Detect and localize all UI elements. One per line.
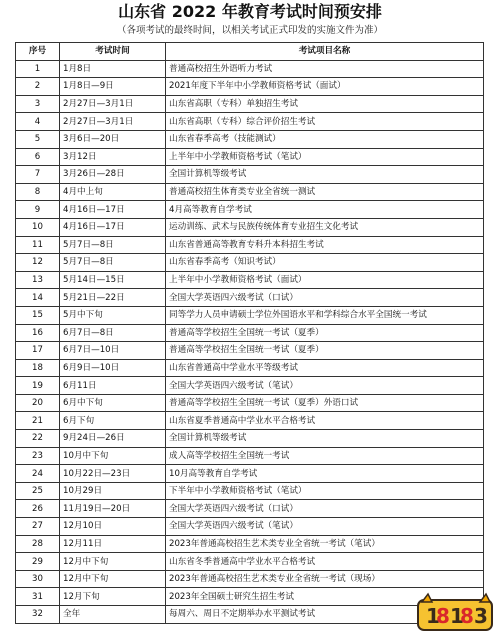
row-exam-time: 12月11日	[60, 535, 166, 553]
row-exam-name: 4月高等教育自学考试	[166, 201, 484, 219]
svg-text:1: 1	[450, 604, 464, 628]
row-index: 25	[16, 482, 60, 500]
row-index: 16	[16, 324, 60, 342]
row-index: 2	[16, 78, 60, 96]
row-index: 21	[16, 412, 60, 430]
table-row	[16, 201, 484, 219]
row-exam-time: 12月中下旬	[60, 553, 166, 571]
row-exam-time: 5月中下旬	[60, 306, 166, 324]
row-index: 23	[16, 447, 60, 465]
exam-schedule-table	[15, 42, 484, 624]
row-exam-time: 5月14日—15日	[60, 271, 166, 289]
table-row	[16, 500, 484, 518]
row-exam-time: 12月中下旬	[60, 570, 166, 588]
row-index: 24	[16, 465, 60, 483]
row-index: 26	[16, 500, 60, 518]
row-index: 15	[16, 306, 60, 324]
row-exam-name: 山东省夏季普通高中学业水平合格考试	[166, 412, 484, 430]
row-exam-name: 普通高等学校招生全国统一考试（夏季）	[166, 324, 484, 342]
row-exam-name: 山东省普通高等教育专科升本科招生考试	[166, 236, 484, 254]
row-exam-name: 全国计算机等级考试	[166, 430, 484, 448]
svg-text:1: 1	[426, 604, 440, 628]
row-index: 1	[16, 60, 60, 78]
table-row	[16, 570, 484, 588]
row-exam-time: 4月中上旬	[60, 183, 166, 201]
table-row	[16, 289, 484, 307]
table-row	[16, 535, 484, 553]
row-index: 12	[16, 254, 60, 272]
table-row	[16, 553, 484, 571]
table-row	[16, 236, 484, 254]
table-row	[16, 166, 484, 184]
row-exam-name: 山东省高职（专科）综合评价招生考试	[166, 113, 484, 131]
row-index: 27	[16, 518, 60, 536]
row-exam-time: 4月16日—17日	[60, 201, 166, 219]
row-index: 5	[16, 130, 60, 148]
row-exam-name: 全国大学英语四六级考试（口试）	[166, 500, 484, 518]
table-row	[16, 377, 484, 395]
row-exam-time: 2月27日—3月1日	[60, 113, 166, 131]
row-index: 28	[16, 535, 60, 553]
svg-text:8: 8	[460, 604, 474, 628]
row-exam-time: 12月10日	[60, 518, 166, 536]
row-exam-time: 10月中下旬	[60, 447, 166, 465]
row-exam-time: 5月21日—22日	[60, 289, 166, 307]
row-exam-name: 同等学力人员申请硕士学位外国语水平和学科综合水平全国统一考试	[166, 306, 484, 324]
row-exam-name: 普通高等学校招生全国统一考试（夏季）	[166, 342, 484, 360]
row-exam-name: 上半年中小学教师资格考试（笔试）	[166, 148, 484, 166]
row-exam-name: 山东省高职（专科）单独招生考试	[166, 95, 484, 113]
row-exam-time: 全年	[60, 606, 166, 624]
table-row	[16, 430, 484, 448]
row-index: 8	[16, 183, 60, 201]
row-index: 30	[16, 570, 60, 588]
svg-text:8: 8	[436, 604, 450, 628]
table-header-row	[16, 43, 484, 61]
row-exam-name: 上半年中小学教师资格考试（面试）	[166, 271, 484, 289]
table-row	[16, 60, 484, 78]
row-index: 31	[16, 588, 60, 606]
table-row	[16, 518, 484, 536]
header-exam-name: 考试项目名称	[166, 43, 484, 61]
row-exam-time: 1月8日	[60, 60, 166, 78]
row-index: 9	[16, 201, 60, 219]
row-exam-time: 9月24日—26日	[60, 430, 166, 448]
row-index: 6	[16, 148, 60, 166]
row-index: 29	[16, 553, 60, 571]
row-index: 19	[16, 377, 60, 395]
row-exam-time: 6月7日—8日	[60, 324, 166, 342]
row-index: 14	[16, 289, 60, 307]
row-index: 11	[16, 236, 60, 254]
row-exam-name: 成人高等学校招生全国统一考试	[166, 447, 484, 465]
row-exam-name: 山东省冬季普通高中学业水平合格考试	[166, 553, 484, 571]
row-exam-time: 10月29日	[60, 482, 166, 500]
row-exam-name: 每周六、周日不定期举办水平测试考试	[166, 606, 484, 624]
row-index: 10	[16, 218, 60, 236]
row-exam-name: 2021年度下半年中小学教师资格考试（面试）	[166, 78, 484, 96]
table-row	[16, 359, 484, 377]
row-exam-name: 10月高等教育自学考试	[166, 465, 484, 483]
row-exam-name: 普通高等学校招生全国统一考试（夏季）外语口试	[166, 394, 484, 412]
table-row	[16, 342, 484, 360]
table-row	[16, 130, 484, 148]
table-body	[16, 60, 484, 623]
table-row	[16, 271, 484, 289]
table-row	[16, 412, 484, 430]
row-exam-name: 2023年普通高校招生艺术类专业全省统一考试（笔试）	[166, 535, 484, 553]
header-exam-time: 考试时间	[60, 43, 166, 61]
row-exam-name: 全国计算机等级考试	[166, 166, 484, 184]
row-exam-name: 全国大学英语四六级考试（笔试）	[166, 518, 484, 536]
row-index: 22	[16, 430, 60, 448]
table-row	[16, 148, 484, 166]
row-index: 32	[16, 606, 60, 624]
page-subtitle: （各项考试的最终时间，以相关考试正式印发的实施文件为准）	[116, 25, 383, 36]
row-exam-time: 4月16日—17日	[60, 218, 166, 236]
row-exam-time: 5月7日—8日	[60, 254, 166, 272]
row-exam-name: 下半年中小学教师资格考试（笔试）	[166, 482, 484, 500]
row-exam-name: 2023年全国硕士研究生招生考试	[166, 588, 484, 606]
row-exam-name: 2023年普通高校招生艺术类专业全省统一考试（现场）	[166, 570, 484, 588]
row-exam-time: 6月下旬	[60, 412, 166, 430]
row-exam-time: 6月11日	[60, 377, 166, 395]
table-row	[16, 482, 484, 500]
row-exam-name: 普通高校招生体育类专业全省统一测试	[166, 183, 484, 201]
svg-text:3: 3	[474, 604, 488, 628]
table-row	[16, 113, 484, 131]
row-index: 4	[16, 113, 60, 131]
row-exam-name: 全国大学英语四六级考试（笔试）	[166, 377, 484, 395]
row-exam-name: 运动训练、武术与民族传统体育专业招生文化考试	[166, 218, 484, 236]
row-exam-time: 11月19日—20日	[60, 500, 166, 518]
row-exam-name: 山东省春季高考（知识考试）	[166, 254, 484, 272]
row-exam-time: 6月中下旬	[60, 394, 166, 412]
table-row	[16, 78, 484, 96]
row-exam-time: 3月12日	[60, 148, 166, 166]
table-row	[16, 465, 484, 483]
row-exam-name: 普通高校招生外语听力考试	[166, 60, 484, 78]
row-index: 18	[16, 359, 60, 377]
row-exam-time: 5月7日—8日	[60, 236, 166, 254]
row-index: 7	[16, 166, 60, 184]
row-exam-time: 6月7日—10日	[60, 342, 166, 360]
table-row	[16, 183, 484, 201]
row-exam-time: 3月6日—20日	[60, 130, 166, 148]
row-exam-time: 10月22日—23日	[60, 465, 166, 483]
table-row	[16, 306, 484, 324]
header-index: 序号	[16, 43, 60, 61]
table-row	[16, 447, 484, 465]
table-row	[16, 324, 484, 342]
page-title: 山东省 2022 年教育考试时间预安排	[118, 2, 382, 21]
row-exam-time: 2月27日—3月1日	[60, 95, 166, 113]
row-exam-time: 6月9日—10日	[60, 359, 166, 377]
row-index: 13	[16, 271, 60, 289]
table-row	[16, 218, 484, 236]
row-index: 20	[16, 394, 60, 412]
table-row	[16, 95, 484, 113]
row-exam-time: 1月8日—9日	[60, 78, 166, 96]
row-exam-name: 全国大学英语四六级考试（口试）	[166, 289, 484, 307]
row-index: 17	[16, 342, 60, 360]
site-logo-watermark	[412, 590, 496, 636]
row-exam-time: 12月下旬	[60, 588, 166, 606]
row-exam-name: 山东省春季高考（技能测试）	[166, 130, 484, 148]
table-row	[16, 254, 484, 272]
row-exam-name: 山东省普通高中学业水平等级考试	[166, 359, 484, 377]
row-exam-time: 3月26日—28日	[60, 166, 166, 184]
table-row	[16, 394, 484, 412]
row-index: 3	[16, 95, 60, 113]
